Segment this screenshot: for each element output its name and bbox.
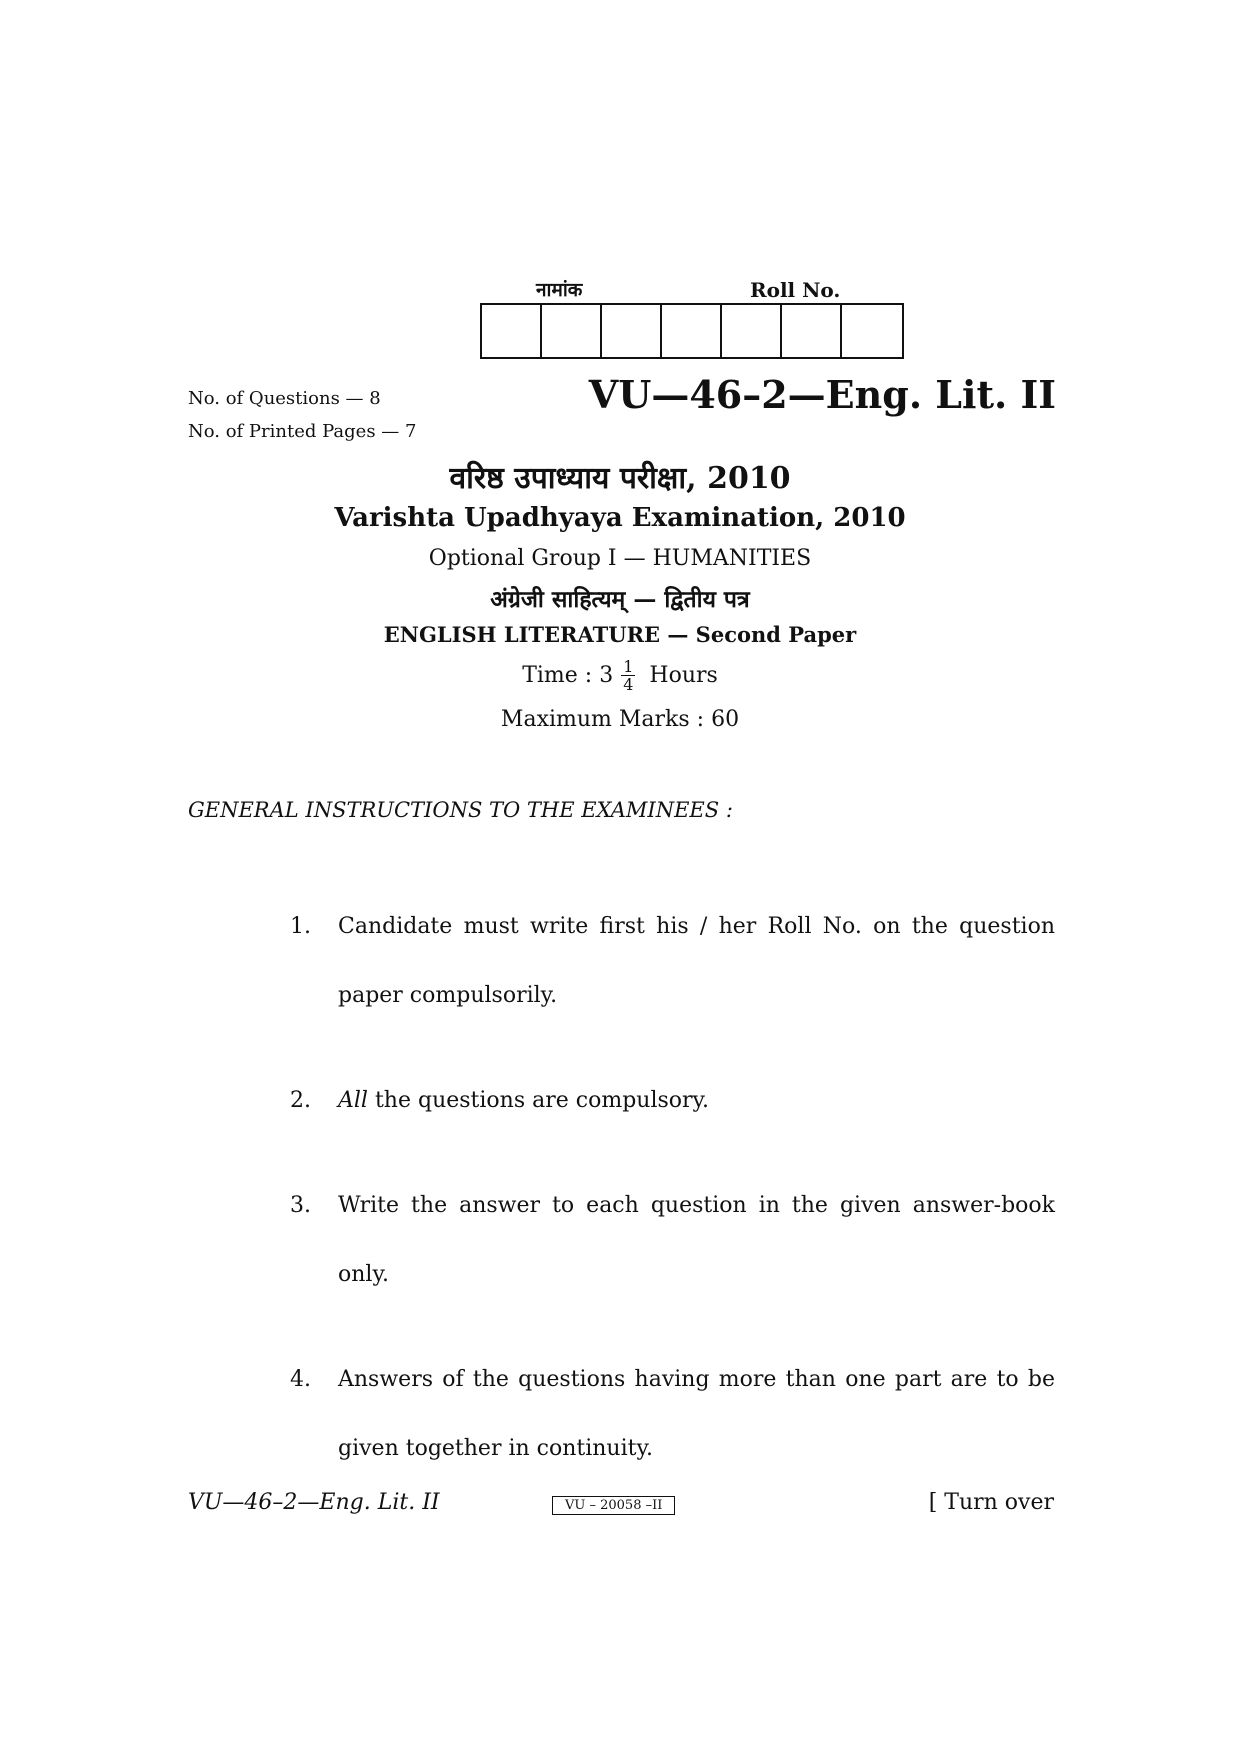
instruction-text: Candidate must write first his / her Roll No. on the question paper compulsorily. bbox=[338, 914, 1055, 1008]
roll-number-boxes bbox=[480, 303, 904, 359]
num-questions: No. of Questions — 8 bbox=[188, 388, 381, 409]
roll-number-box[interactable] bbox=[602, 305, 662, 357]
footer-serial-box: VU – 20058 –II bbox=[552, 1496, 675, 1515]
time-fraction bbox=[621, 658, 635, 693]
instructions-heading: GENERAL INSTRUCTIONS TO THE EXAMINEES : bbox=[188, 798, 733, 822]
exam-title-english: Varishta Upadhyaya Examination, 2010 bbox=[334, 503, 906, 533]
turn-over-label: [ Turn over bbox=[928, 1490, 1054, 1515]
roll-label-hindi: नामांक bbox=[536, 279, 583, 301]
paper-code: VU—46–2—Eng. Lit. II bbox=[588, 372, 1056, 417]
roll-number-box[interactable] bbox=[842, 305, 902, 357]
instruction-item bbox=[290, 892, 1055, 1030]
instruction-item bbox=[290, 1066, 1055, 1135]
instruction-text bbox=[338, 1066, 1055, 1135]
exam-time bbox=[0, 658, 1240, 693]
time-prefix: Time : 3 bbox=[522, 663, 614, 688]
num-printed-pages: No. of Printed Pages — 7 bbox=[188, 421, 417, 442]
exam-title-hindi: वरिष्ठ उपाध्याय परीक्षा, 2010 bbox=[449, 461, 791, 496]
instruction-item bbox=[290, 1345, 1055, 1483]
paper-name-english: ENGLISH LITERATURE — Second Paper bbox=[383, 622, 857, 647]
paper-name-hindi: अंग्रेजी साहित्यम् — द्वितीय पत्र bbox=[490, 586, 750, 613]
time-fraction-denominator: 4 bbox=[623, 675, 634, 694]
roll-number-box[interactable] bbox=[662, 305, 722, 357]
maximum-marks: Maximum Marks : 60 bbox=[500, 707, 740, 732]
roll-number-box[interactable] bbox=[782, 305, 842, 357]
footer-paper-code: VU—46–2—Eng. Lit. II bbox=[188, 1490, 440, 1515]
instruction-text-rest: the questions are compulsory. bbox=[367, 1088, 710, 1113]
instruction-number: 4. bbox=[290, 1367, 311, 1392]
optional-group: Optional Group I — HUMANITIES bbox=[428, 546, 812, 571]
instruction-emphasis: All bbox=[338, 1088, 368, 1113]
time-suffix: Hours bbox=[649, 663, 718, 688]
instruction-number: 3. bbox=[290, 1193, 311, 1218]
roll-number-box[interactable] bbox=[722, 305, 782, 357]
roll-number-box[interactable] bbox=[482, 305, 542, 357]
instruction-text: Write the answer to each question in the given answer-book only. bbox=[338, 1193, 1055, 1287]
roll-number-box[interactable] bbox=[542, 305, 602, 357]
instruction-item bbox=[290, 1171, 1055, 1309]
instruction-text: Answers of the questions having more than one part are to be given together in continuity. bbox=[338, 1367, 1055, 1461]
instruction-number: 2. bbox=[290, 1088, 311, 1113]
instruction-number: 1. bbox=[290, 914, 311, 939]
time-fraction-numerator: 1 bbox=[623, 657, 634, 676]
instructions-list bbox=[290, 892, 1055, 1519]
roll-label-english: Roll No. bbox=[750, 278, 841, 302]
